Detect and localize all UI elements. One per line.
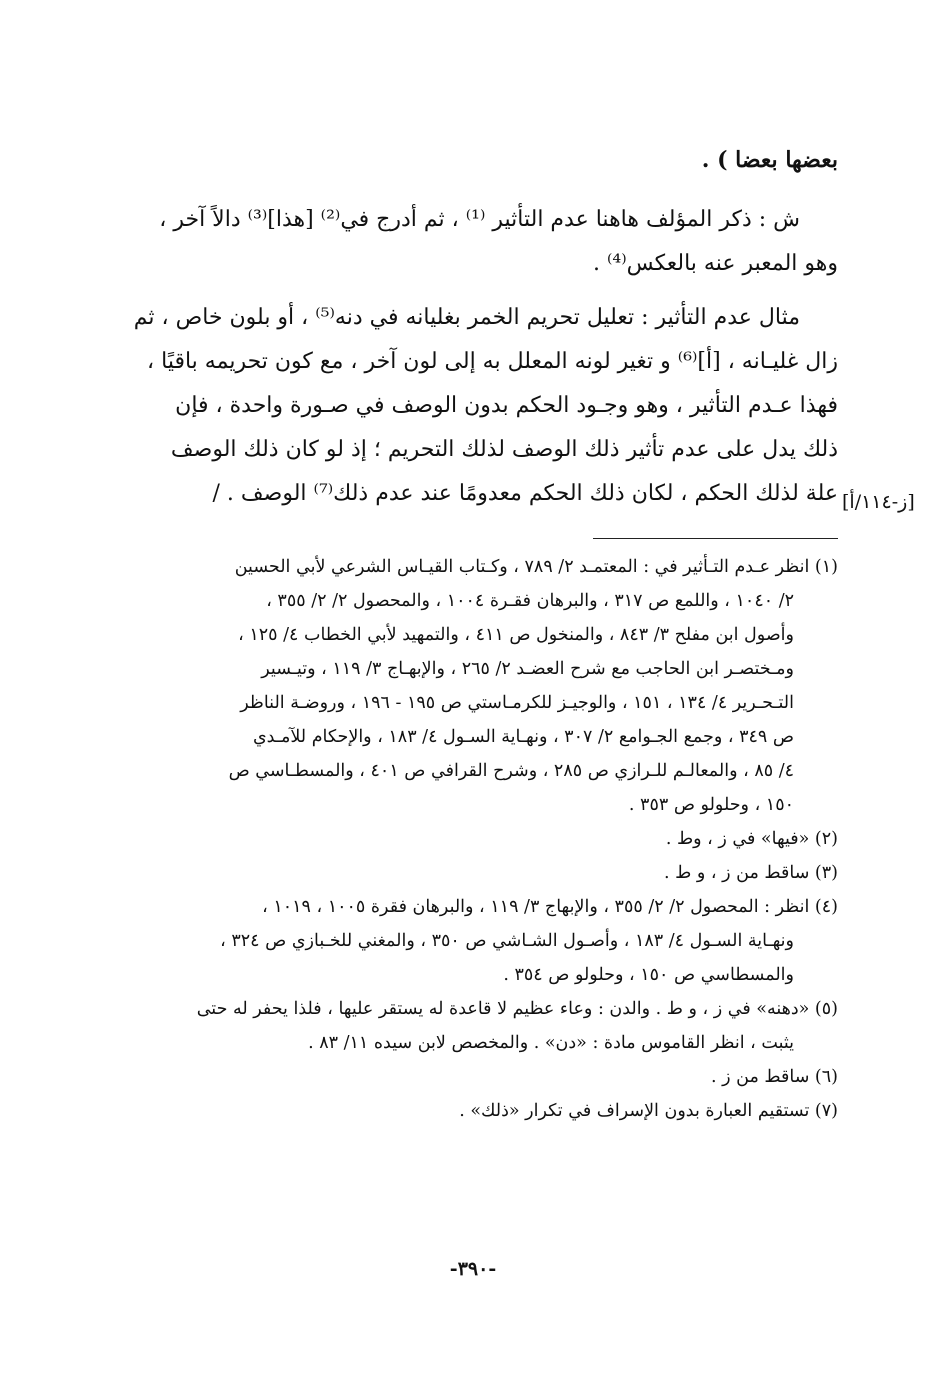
text-line: مثال عدم التأثير : تعليل تحريم الخمر بغليانه في دنه⁽⁵⁾ ، أو بلون خاص ، ثم bbox=[133, 305, 800, 330]
text-line: ذلك يدل على عدم تأثير ذلك الوصف لذلك التحريم ؛ إذ لو كان ذلك الوصف bbox=[170, 437, 838, 462]
text-line: فهذا عـدم التأثير ، وهو وجـود الحكم بدون الوصف في صـورة واحدة ، فإن bbox=[175, 393, 838, 418]
text-line: زال غليـانه ، [أ]⁽⁶⁾ و تغير لونه المعلل به إلى لون آخر ، مع كون تحريمه باقيًا ، bbox=[147, 349, 838, 374]
footnote-4-line: ونهـاية السـول ٤/ ١٨٣ ، وأصـول الشـاشي ص ٣٥٠ ، والمغني للخـبازي ص ٣٢٤ ، bbox=[220, 931, 794, 951]
footnote-1-line: التـحـرير ٤/ ١٣٤ ، ١٥١ ، والوجيـز للكرمـاستي ص ١٩٥ - ١٩٦ ، وروضـة الناظر bbox=[240, 693, 794, 713]
paragraph-commentary bbox=[120, 198, 838, 286]
footnotes bbox=[120, 550, 838, 1128]
footnote-1: (١) انظر عـدم التـأثير في : المعتمـد ٢/ ٧٨٩ ، وكـتاب القيـاس الشرعي لأبي الحسين bbox=[234, 557, 838, 577]
footnote-7: (٧) تستقيم العبارة بدون الإسراف في تكرار «ذلك» . bbox=[459, 1101, 838, 1121]
footnote-1-line: وأصول ابن مفلح ٣/ ٨٤٣ ، والمنخول ص ٤١١ ، والتمهيد لأبي الخطاب ٤/ ١٢٥ ، bbox=[238, 625, 794, 645]
manuscript-folio-reference: [ز-١١٤/أ] bbox=[842, 491, 915, 513]
footnote-1-line: ٢/ ١٠٤٠ ، واللمع ص ٣١٧ ، والبرهان فقـرة ١٠٠٤ ، والمحصول ٢/ ٢/ ٣٥٥ ، bbox=[266, 591, 794, 611]
footnote-4: (٤) انظر : المحصول ٢/ ٢/ ٣٥٥ ، والإبهاج ٣/ ١١٩ ، والبرهان فقرة ١٠٠٥ ، ١٠١٩ ، bbox=[262, 897, 838, 917]
footnote-1-line: ومـختصـر ابن الحاجب مع شرح العضـد ٢/ ٢٦٥ ، والإبهـاج ٣/ ١١٩ ، وتيـسير bbox=[261, 659, 794, 679]
footnote-4-line: والمسطاسي ص ١٥٠ ، وحلولو ص ٣٥٤ . bbox=[503, 965, 794, 985]
footnote-3: (٣) ساقط من ز ، و ط . bbox=[664, 863, 838, 883]
text-line: بعضها بعضا ) . bbox=[701, 147, 838, 173]
text-line: ش : ذكر المؤلف هاهنا عدم التأثير ⁽¹⁾ ، ثم أدرج في⁽²⁾ [هذا]⁽³⁾ دالاً آخر ، bbox=[159, 207, 800, 232]
text-line: وهو المعبر عنه بالعكس⁽⁴⁾ . bbox=[592, 251, 838, 276]
footnote-6: (٦) ساقط من ز . bbox=[711, 1067, 838, 1087]
footnote-1-line: ١٥٠ ، وحلولو ص ٣٥٣ . bbox=[628, 795, 794, 815]
footnote-1-line: ص ٣٤٩ ، وجمع الجـوامع ٢/ ٣٠٧ ، ونهـاية السـول ٤/ ١٨٣ ، والإحكام للآمـدي bbox=[252, 727, 794, 747]
footnote-5: (٥) «دهنه» في ز ، و ط . والدن : وعاء عظيم لا قاعدة له يستقر عليها ، فلذا يحفر له حتى bbox=[196, 999, 838, 1019]
page-number: -٣٩٠- bbox=[449, 1258, 497, 1280]
footnote-2: (٢) «فيها» في ز ، وط . bbox=[665, 829, 838, 849]
footnote-1-line: ٤/ ٨٥ ، والمعالـم للـرازي ص ٢٨٥ ، وشرح القرافي ص ٤٠١ ، والمسطـاسي ص bbox=[228, 761, 794, 781]
opening-line bbox=[120, 138, 838, 182]
text-line: علة لذلك الحكم ، لكان ذلك الحكم معدومًا عند عدم ذلك⁽⁷⁾ الوصف . / bbox=[212, 481, 838, 506]
paragraph-example bbox=[120, 296, 838, 516]
footnote-divider bbox=[593, 538, 838, 539]
footnote-5-line: يثبت ، انظر القاموس مادة : «دن» . والمخصص لابن سيده ١١/ ٨٣ . bbox=[308, 1033, 794, 1053]
